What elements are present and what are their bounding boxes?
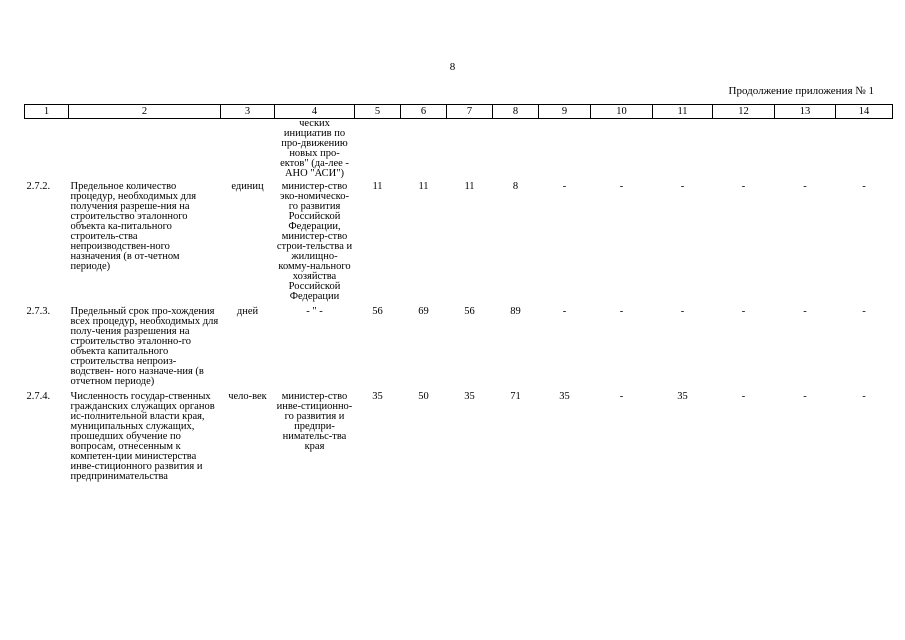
header-col-13: 13: [775, 105, 836, 119]
table-body: [25, 119, 893, 485]
value-cell: -: [862, 181, 866, 192]
value-cell: 35: [559, 391, 570, 402]
indicator-name: Предельный срок про-хождения всех процедур, необходимых для полу-чения разрешения на строительство эталонно-го объекта капитального строительства непроиз-водствен- ного назначе-ния (в отчетном периоде): [70, 306, 219, 387]
value-cell: -: [619, 391, 624, 402]
header-col-2: 2: [69, 105, 221, 119]
unit-cell: дней: [236, 306, 259, 317]
table-row: [25, 179, 893, 304]
value-cell: -: [741, 306, 746, 317]
value-cell: -: [741, 391, 746, 402]
value-cell: 89: [510, 306, 521, 317]
header-row: [25, 105, 893, 119]
value-cell: -: [562, 306, 567, 317]
header-col-7: 7: [447, 105, 493, 119]
header-col-14: 14: [836, 105, 893, 119]
table-header: [25, 105, 893, 119]
value-cell: -: [619, 181, 624, 192]
value-cell: 11: [418, 181, 429, 192]
unit-cell: чело-век: [228, 391, 267, 402]
value-cell: -: [680, 306, 685, 317]
header-col-6: 6: [401, 105, 447, 119]
table-row: [25, 304, 893, 389]
header-col-9: 9: [539, 105, 591, 119]
value-cell: 35: [372, 391, 383, 402]
header-col-5: 5: [355, 105, 401, 119]
unit-cell: единиц: [231, 181, 264, 192]
header-col-11: 11: [653, 105, 713, 119]
value-cell: [355, 119, 401, 180]
unit-cell: [221, 119, 275, 180]
header-col-12: 12: [713, 105, 775, 119]
value-cell: [447, 119, 493, 180]
row-number: 2.7.2.: [26, 181, 51, 192]
value-cell: [539, 119, 591, 180]
header-col-3: 3: [221, 105, 275, 119]
value-cell: -: [562, 181, 567, 192]
page-number: 8: [449, 61, 456, 73]
header-col-8: 8: [493, 105, 539, 119]
value-cell: -: [862, 391, 866, 402]
value-cell: 35: [464, 391, 475, 402]
header-col-1: 1: [25, 105, 69, 119]
value-cell: -: [741, 181, 746, 192]
value-cell: -: [803, 181, 807, 192]
value-cell: 50: [418, 391, 429, 402]
row-number: [25, 119, 69, 180]
value-cell: -: [862, 306, 866, 317]
value-cell: 69: [418, 306, 429, 317]
responsible-cell: министер-ство инве-стиционно-го развития и предпри-нимательс-тва края: [276, 391, 353, 452]
value-cell: -: [619, 306, 624, 317]
value-cell: 11: [464, 181, 475, 192]
value-cell: [401, 119, 447, 180]
value-cell: [653, 119, 713, 180]
table-row: [25, 119, 893, 180]
value-cell: [713, 119, 775, 180]
value-cell: -: [680, 181, 685, 192]
value-cell: 71: [510, 391, 521, 402]
table-row: [25, 389, 893, 484]
value-cell: [775, 119, 836, 180]
header-col-4: 4: [275, 105, 355, 119]
value-cell: 35: [677, 391, 688, 402]
responsible-cell: министер-ство эко-номическо-го развития Российской Федерации, министер-ство строи-тельства и жилищно-комму-нального хозяйства Российской Федерации: [276, 181, 353, 302]
value-cell: 56: [372, 306, 383, 317]
value-cell: [493, 119, 539, 180]
continuation-label: Продолжение приложения № 1: [728, 85, 874, 97]
indicator-name: Численность государ-ственных гражданских служащих органов ис-полнительной власти края, муниципальных служащих, прошедших обучение по вопросам, отнесенным к компетен-ции министерства инве-стиционного развития и предпринимательства: [70, 391, 215, 482]
value-cell: -: [803, 391, 807, 402]
value-cell: -: [803, 306, 807, 317]
value-cell: 56: [464, 306, 475, 317]
value-cell: 11: [372, 181, 383, 192]
value-cell: [591, 119, 653, 180]
responsible-cell: - " -: [306, 306, 323, 317]
header-col-10: 10: [591, 105, 653, 119]
value-cell: [836, 119, 893, 180]
indicator-name: [69, 119, 221, 180]
indicator-name: Предельное количество процедур, необходимых для получения разреше-ния на строительство эталонного объекта ка-питального строитель-ства непроизводствен-ного назначения (в от-четном периоде): [70, 181, 197, 272]
data-table: [24, 104, 893, 484]
row-number: 2.7.3.: [26, 306, 51, 317]
row-number: 2.7.4.: [26, 391, 51, 402]
value-cell: 8: [512, 181, 519, 192]
responsible-cell: ческих инициатив по про-движению новых про-ектов" (да-лее - АНО "АСИ"): [280, 118, 349, 179]
